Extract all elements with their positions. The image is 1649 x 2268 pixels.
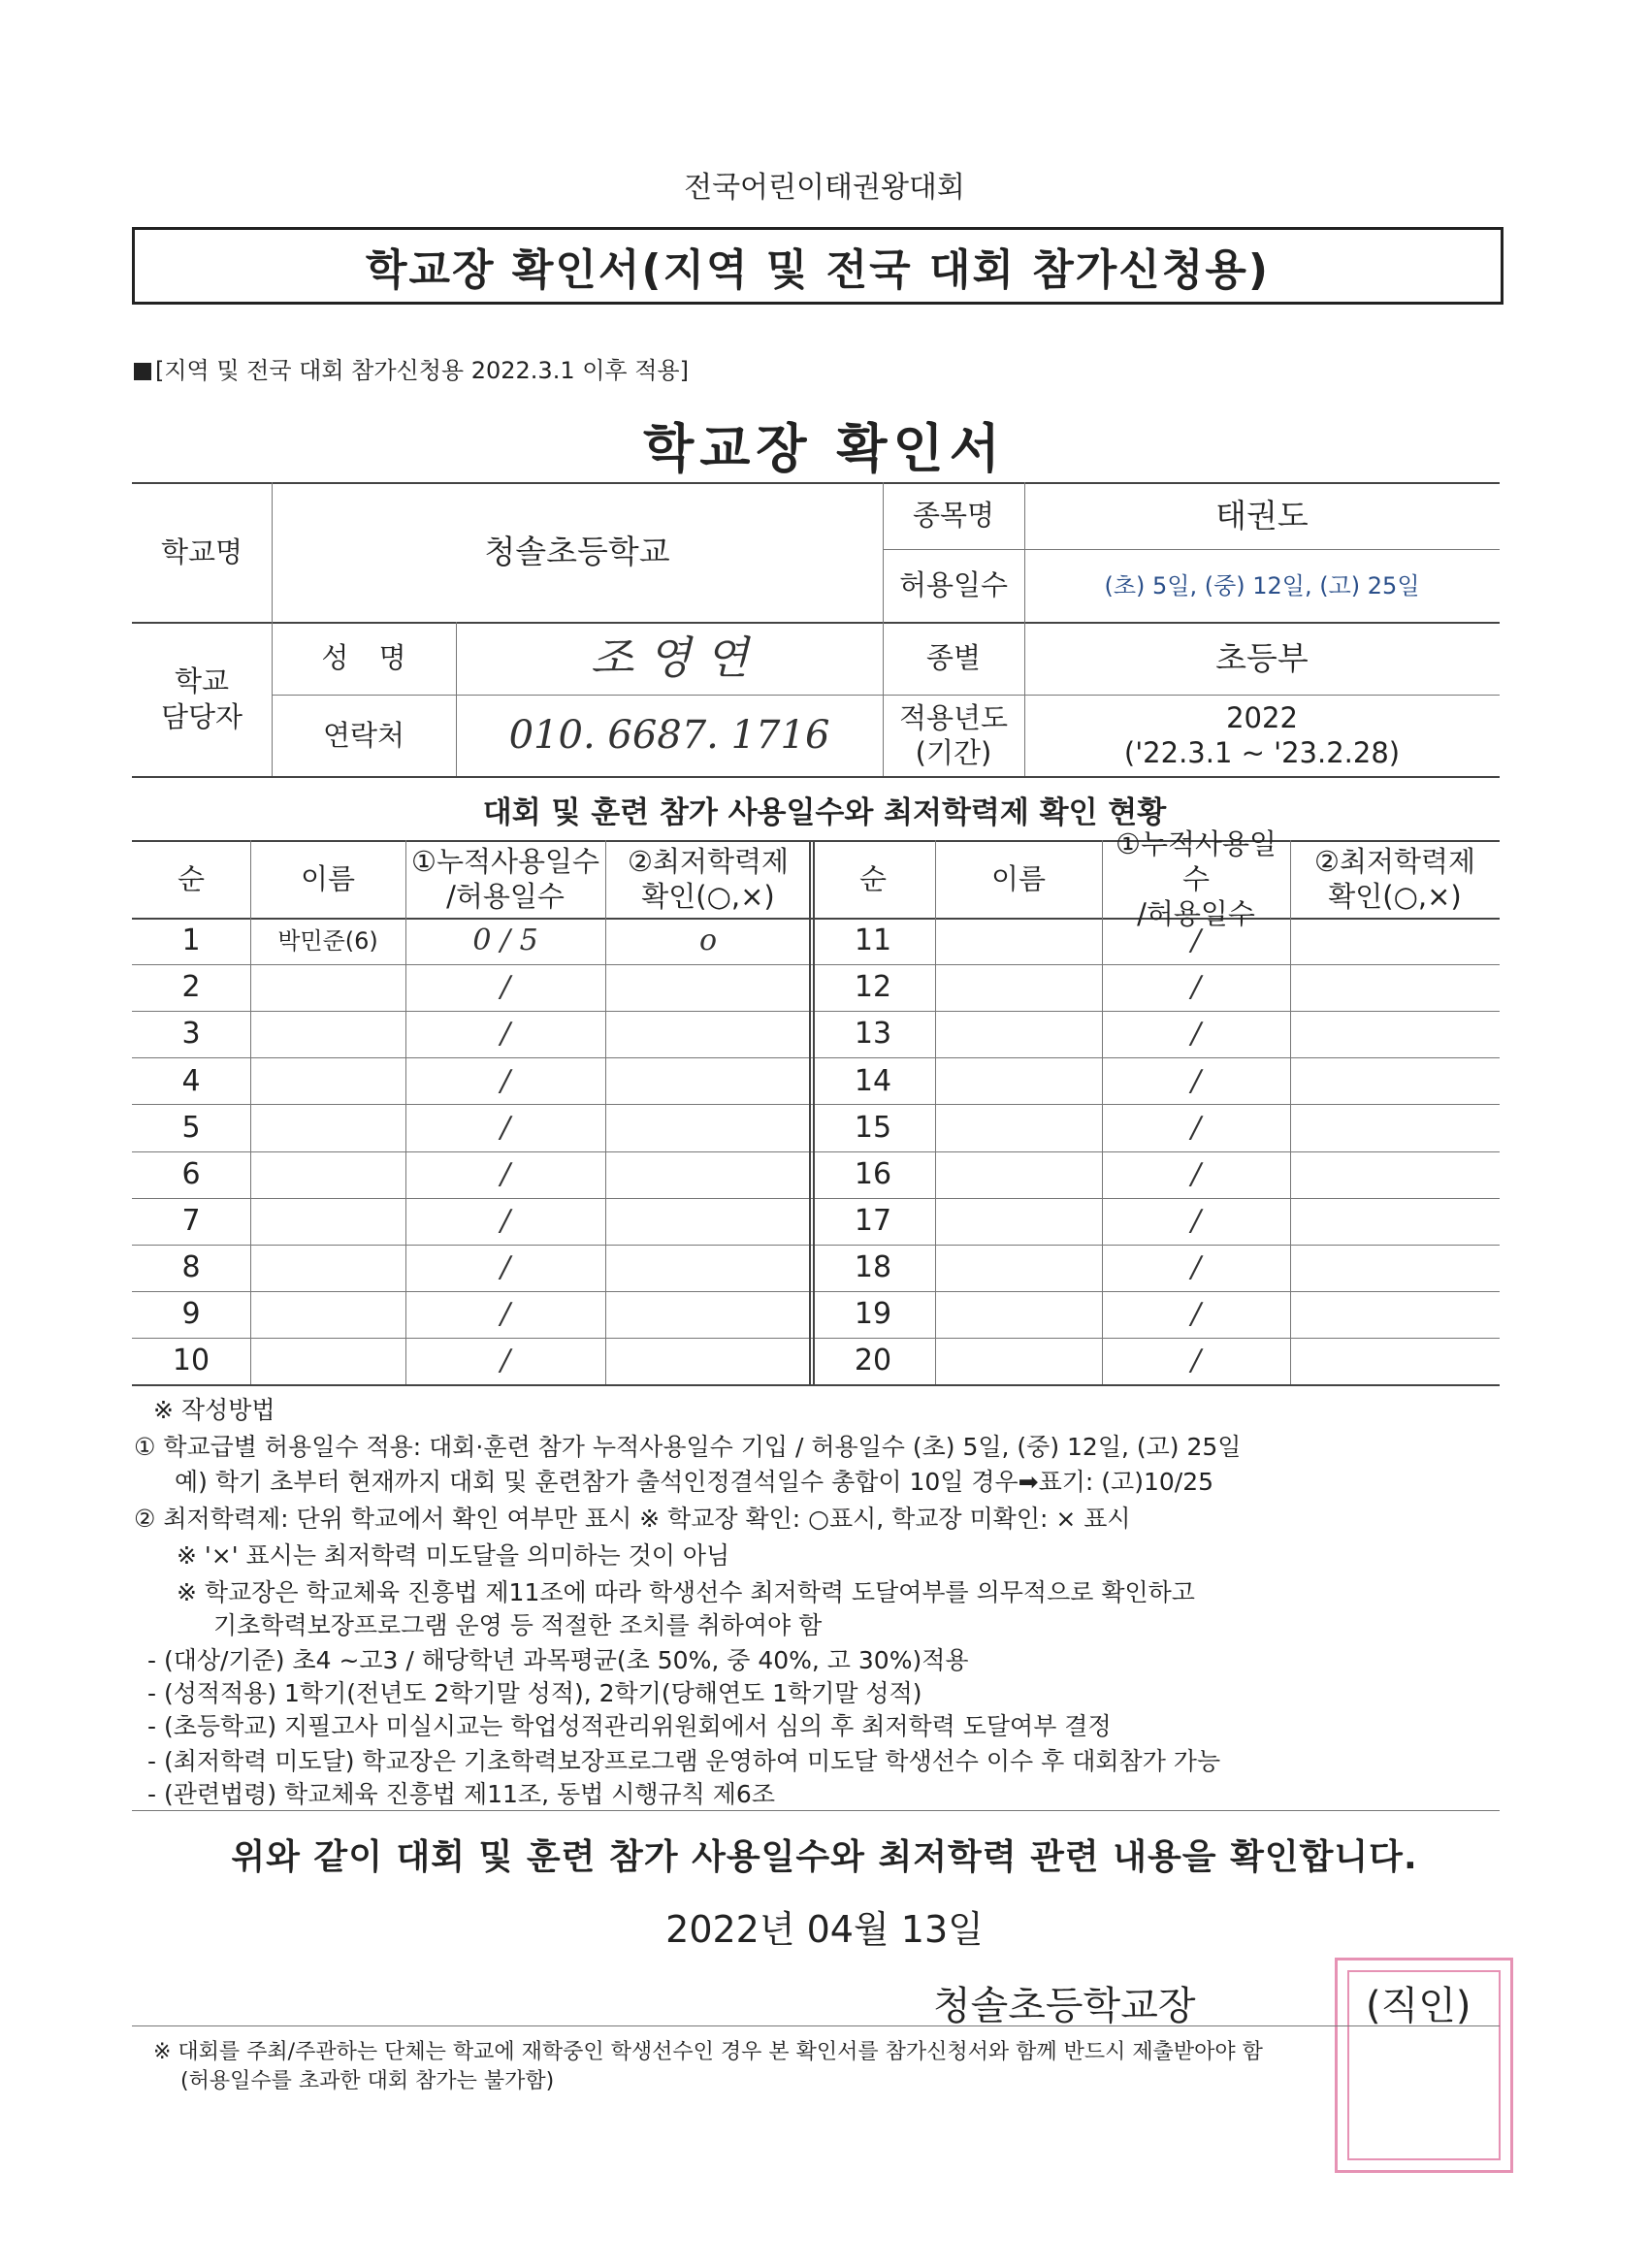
row-days-cell: / [1190,1344,1202,1378]
note-line: - (관련법령) 학교체육 진흥법 제11조, 동법 시행규칙 제6조 [147,1780,775,1808]
name-label: 성 명 [321,641,406,675]
row-check-cell [605,1104,811,1150]
row-name-cell [935,918,1102,964]
row-check-cell: o [698,923,718,958]
row-name-cell [250,1151,405,1198]
sport-label: 종목명 [912,499,995,533]
row-check-cell [1290,918,1500,964]
row-days-cell: / [1190,1297,1202,1332]
manager-name: 조 영 연 [590,631,749,684]
row-days-cell: / [500,1344,511,1378]
row-check-cell [605,1245,811,1291]
row-days-cell: / [1190,1203,1202,1238]
row-check-cell [1290,1011,1500,1057]
row-name-cell [935,1338,1102,1384]
note-line: - (성적적용) 1학기(전년도 2학기말 성적), 2학기(당해연도 1학기말 성적) [147,1679,922,1707]
row-days-cell: / [1190,1063,1202,1098]
contact-value: 010. 6687. 1716 [508,713,830,758]
row-name-cell [935,1245,1102,1291]
row-check-cell [1290,1338,1500,1384]
row-days-cell: / [500,1063,511,1098]
confirmation-statement: 위와 같이 대회 및 훈련 참가 사용일수와 최저학력 관련 내용을 확인합니다. [231,1837,1418,1877]
row-name-cell [935,1104,1102,1150]
row-no-cell: 3 [181,1017,201,1052]
note-line: 예) 학기 초부터 현재까지 대회 및 훈련참가 출석인정결석일수 총합이 10일 경우➡표기: (고)10/25 [175,1468,1214,1496]
row-days-cell: / [1190,923,1202,958]
table-header-check: ②최저학력제 확인(○,×) [1313,844,1476,913]
row-name-cell [250,1198,405,1245]
row-no-cell: 17 [854,1203,892,1238]
row-days-cell: / [500,970,511,1005]
row-name-cell [250,1104,405,1150]
row-days-cell: / [500,1110,511,1145]
notice-text: [지역 및 전국 대회 참가신청용 2022.3.1 이후 적용] [155,357,689,384]
row-name-cell [250,1338,405,1384]
row-check-cell [605,1057,811,1104]
row-name-cell [935,1151,1102,1198]
division-label: 종별 [925,641,982,675]
table-header-name: 이름 [990,861,1047,895]
event-name: 전국어린이태권왕대회 [684,171,965,205]
form-title-box: 학교장 확인서(지역 및 전국 대회 참가신청용) [132,227,1504,305]
year-period: ('22.3.1 ~ '23.2.28) [1123,736,1401,769]
note-line: ② 최저학력제: 단위 학교에서 확인 여부만 표시 ※ 학교장 확인: ○표시, 학교장 미확인: × 표시 [134,1505,1131,1533]
square-bullet-icon [134,363,151,380]
notes-divider [132,1810,1500,1811]
row-no-cell: 11 [854,923,892,958]
row-check-cell [605,964,811,1011]
issue-date: 2022년 04월 13일 [665,1908,984,1951]
contact-label: 연락처 [322,718,405,752]
row-check-cell [1290,1104,1500,1150]
row-check-cell [605,1291,811,1338]
row-check-cell [605,1011,811,1057]
row-name-cell [250,1291,405,1338]
principal-title: 청솔초등학교장 [933,1984,1196,2028]
school-value: 청솔초등학교 [484,533,670,571]
row-check-cell [1290,1245,1500,1291]
row-days-cell: / [500,1156,511,1191]
note-line: 기초학력보장프로그램 운영 등 적절한 조치를 취하여야 함 [213,1611,823,1639]
note-line: ※ 학교장은 학교체육 진흥법 제11조에 따라 학생선수 최저학력 도달여부를 의무적으로 확인하고 [177,1578,1195,1606]
row-days-cell: / [500,1203,511,1238]
row-no-cell: 18 [854,1249,892,1284]
row-name-cell [250,964,405,1011]
row-check-cell [1290,1057,1500,1104]
table-header-name: 이름 [300,861,356,895]
note-line: - (최저학력 미도달) 학교장은 기초학력보장프로그램 운영하여 미도달 학생선수 이수 후 대회참가 가능 [147,1747,1221,1775]
row-days-cell: / [1190,1156,1202,1191]
row-no-cell: 15 [854,1110,892,1145]
row-name-cell: 박민준(6) [277,927,378,956]
table-header-days: ①누적사용일수 /허용일수 [1115,826,1277,931]
division-value: 초등부 [1215,638,1309,677]
row-days-cell: 0 / 5 [472,923,538,958]
row-check-cell [1290,1151,1500,1198]
row-no-cell: 8 [181,1249,201,1284]
row-check-cell [1290,1198,1500,1245]
row-name-cell [250,1011,405,1057]
row-no-cell: 4 [181,1063,201,1098]
table-border [132,1384,1500,1386]
seal-label: (직인) [1366,1984,1471,2028]
allowed-days-value: (초) 5일, (중) 12일, (고) 25일 [1104,571,1420,599]
row-check-cell [605,1198,811,1245]
manager-label: 학교 담당자 [160,664,243,733]
row-days-cell: / [1190,1110,1202,1145]
note-line: - (대상/기준) 초4 ~고3 / 해당학년 과목평균(초 50%, 중 40%, 고 30%)적용 [147,1646,969,1674]
row-name-cell [935,1291,1102,1338]
row-name-cell [935,964,1102,1011]
row-name-cell [935,1057,1102,1104]
year-label: 적용년도 (기간) [898,700,1009,769]
row-check-cell [1290,964,1500,1011]
row-no-cell: 13 [854,1017,892,1052]
notes-title: ※ 작성방법 [153,1396,275,1424]
row-no-cell: 12 [854,970,892,1005]
note-line: - (초등학교) 지필고사 미실시교는 학업성적관리위원회에서 심의 후 최저학력 도달여부 결정 [147,1712,1112,1740]
table-header-days: ①누적사용일수 /허용일수 [410,844,600,913]
footer-note: (허용일수를 초과한 대회 참가는 불가함) [180,2069,555,2093]
footer-note: ※ 대회를 주최/주관하는 단체는 학교에 재학중인 학생선수인 경우 본 확인서를 참가신청서와 함께 반드시 제출받아야 함 [153,2040,1263,2064]
row-days-cell: / [1190,970,1202,1005]
row-no-cell: 9 [181,1297,201,1332]
row-days-cell: / [1190,1017,1202,1052]
row-no-cell: 1 [181,923,201,958]
row-no-cell: 2 [181,970,201,1005]
row-check-cell [605,1338,811,1384]
year-cell [1024,695,1500,776]
note-line: ① 학교급별 허용일수 적용: 대회·훈련 참가 누적사용일수 기입 / 허용일수 (초) 5일, (중) 12일, (고) 25일 [134,1433,1242,1461]
section-title: 대회 및 훈련 참가 사용일수와 최저학력제 확인 현황 [482,795,1167,830]
row-no-cell: 14 [854,1063,892,1098]
row-no-cell: 6 [181,1156,201,1191]
notice-line [134,351,689,385]
row-days-cell: / [500,1297,511,1332]
allowed-days-label: 허용일수 [898,568,1009,602]
year-value: 2022 [1226,700,1298,734]
row-days-cell: / [1190,1249,1202,1284]
row-no-cell: 19 [854,1297,892,1332]
row-name-cell [935,1198,1102,1245]
row-no-cell: 20 [854,1344,892,1378]
row-check-cell [1290,1291,1500,1338]
row-name-cell [250,1245,405,1291]
info-table-divider [132,776,1500,778]
table-header-no: 순 [858,861,887,895]
row-name-cell [250,1057,405,1104]
row-no-cell: 10 [172,1344,210,1378]
school-label: 학교명 [160,535,243,568]
table-header-check: ②최저학력제 확인(○,×) [627,844,790,913]
row-days-cell: / [500,1249,511,1284]
footer-divider [132,2025,1500,2026]
row-no-cell: 16 [854,1156,892,1191]
note-line: ※ '×' 표시는 최저학력 미도달을 의미하는 것이 아님 [177,1541,730,1570]
table-header-no: 순 [177,861,205,895]
row-check-cell [605,1151,811,1198]
row-no-cell: 7 [181,1203,201,1238]
row-no-cell: 5 [181,1110,201,1145]
sport-value: 태권도 [1215,496,1309,535]
row-name-cell [935,1011,1102,1057]
document-title: 학교장 확인서 [643,418,1006,479]
row-days-cell: / [500,1017,511,1052]
